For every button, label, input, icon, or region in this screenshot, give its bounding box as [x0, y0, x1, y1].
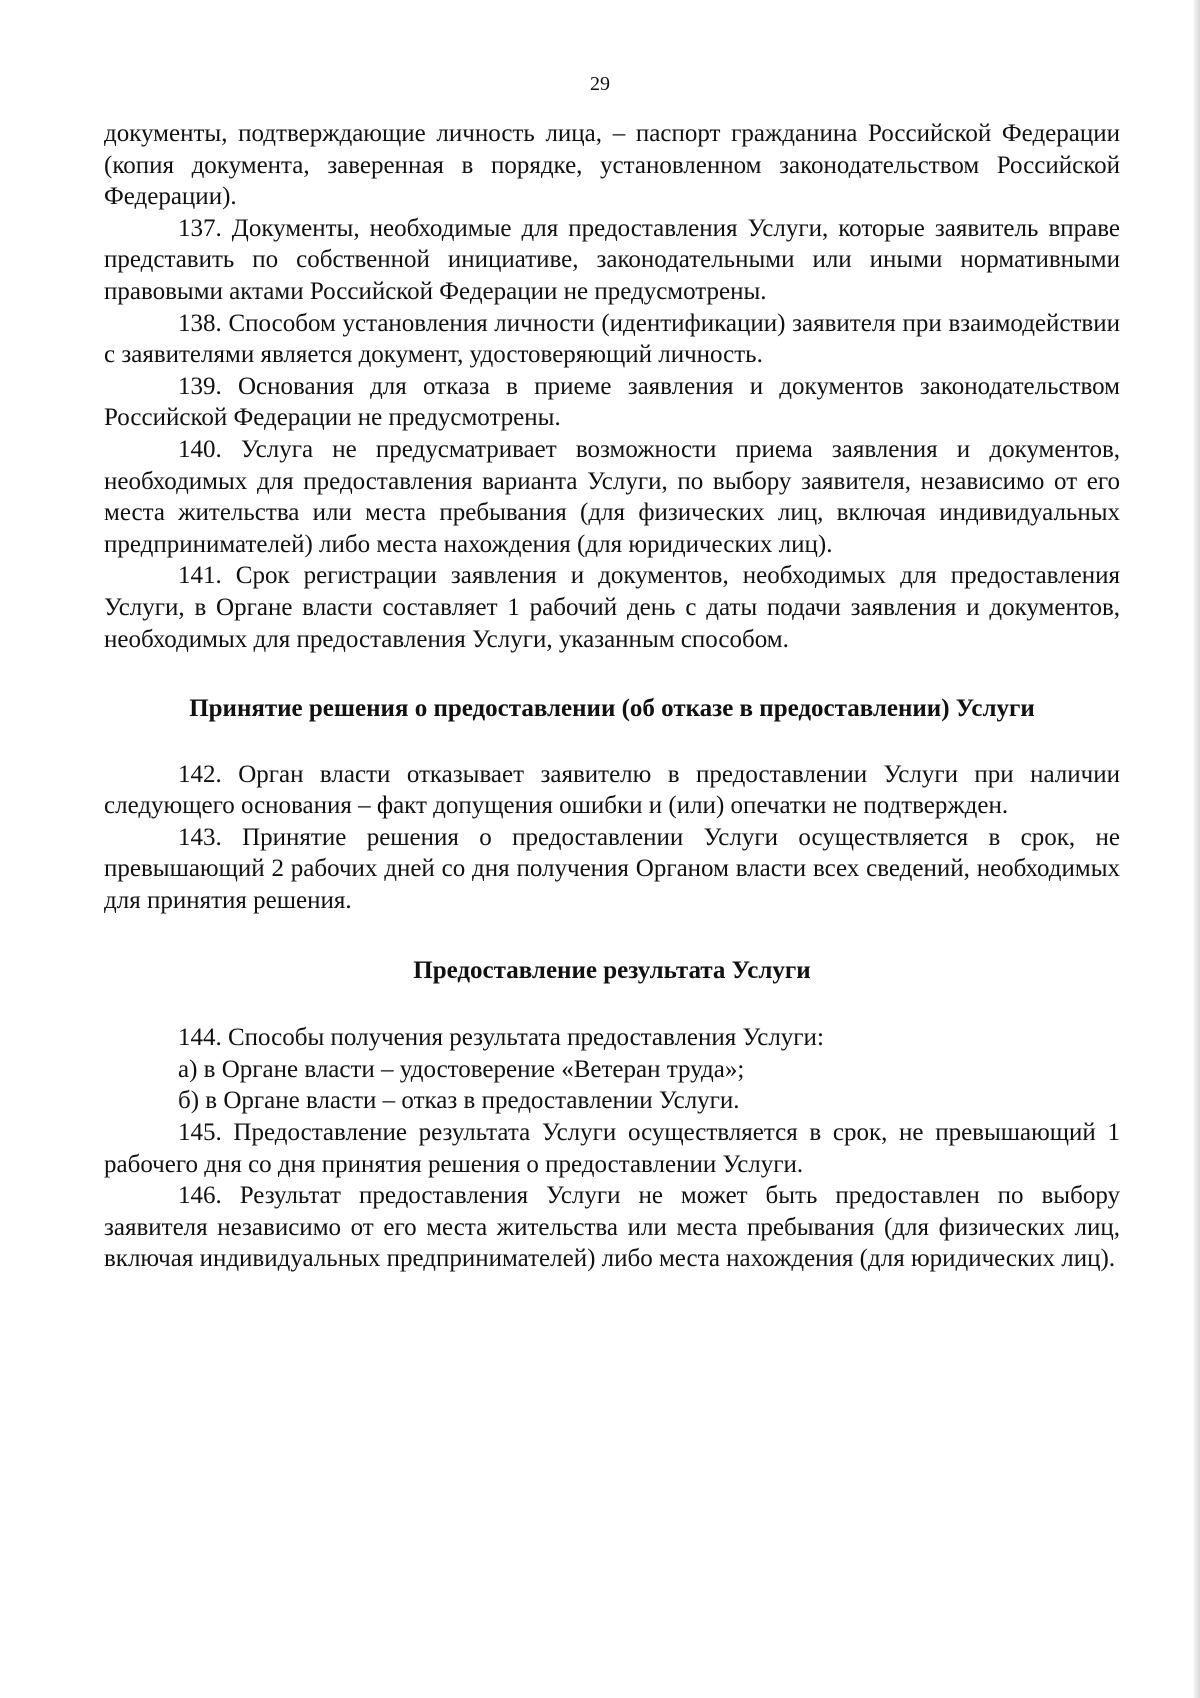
- paragraph-143: 143. Принятие решения о предоставлении Услуги осуществляется в срок, не превышающий 2 рабочих дней со дня получения Органом власти всех сведений, необходимых для принятия решения.: [104, 823, 1120, 915]
- paragraph-141: 141. Срок регистрации заявления и документов, необходимых для предоставления Услуги, в Органе власти составляет 1 рабочий день с даты подачи заявления и документов, необходимых для предоставления Услуги, указанным способом.: [104, 562, 1120, 653]
- paragraph-continuation: документы, подтверждающие личность лица, – паспорт гражданина Российской Федерации (копия документа, заверенная в порядке, установленном законодательством Российской Федерации).: [104, 120, 1120, 211]
- paragraph-138: 138. Способом установления личности (идентификации) заявителя при взаимодействии с заявителями является документ, удостоверяющий личность.: [104, 309, 1120, 369]
- list-item-b: б) в Органе власти – отказ в предоставлении Услуги.: [178, 1087, 740, 1115]
- document-body: [104, 118, 1120, 1275]
- paragraph-140: 140. Услуга не предусматривает возможности приема заявления и документов, необходимых для предоставления варианта Услуги, по выбору заявителя, независимо от его места жительства или места пребывания (для физических лиц, включая индивидуальных предпринимателей) либо места нахождения (для юридических лиц).: [104, 435, 1120, 558]
- paragraph-145: 145. Предоставление результата Услуги осуществляется в срок, не превышающий 1 рабочего дня со дня принятия решения о предоставлении Услуги.: [104, 1119, 1120, 1178]
- page-edge-shadow: [1194, 0, 1200, 1698]
- section-heading-result: Предоставление результата Услуги: [413, 956, 811, 984]
- list-item-a: а) в Органе власти – удостоверение «Ветеран труда»;: [178, 1055, 745, 1083]
- paragraph-139: 139. Основания для отказа в приеме заявления и документов законодательством Российской Федерации не предусмотрены.: [104, 372, 1120, 432]
- page-number: 29: [590, 73, 610, 95]
- paragraph-144: 144. Способы получения результата предоставления Услуги:: [178, 1024, 824, 1052]
- paragraph-137: 137. Документы, необходимые для предоставления Услуги, которые заявитель вправе представить по собственной инициативе, законодательными или иными нормативными правовыми актами Российской Федерации не предусмотрены.: [104, 214, 1120, 305]
- paragraph-142: 142. Орган власти отказывает заявителю в предоставлении Услуги при наличии следующего основания – факт допущения ошибки и (или) опечатки не подтвержден.: [104, 760, 1120, 820]
- paragraph-146: 146. Результат предоставления Услуги не может быть предоставлен по выбору заявителя независимо от его места жительства или места пребывания (для физических лиц, включая индивидуальных предпринимателей) либо места нахождения (для юридических лиц).: [104, 1182, 1120, 1273]
- section-heading-decision: Принятие решения о предоставлении (об отказе в предоставлении) Услуги: [189, 695, 1035, 723]
